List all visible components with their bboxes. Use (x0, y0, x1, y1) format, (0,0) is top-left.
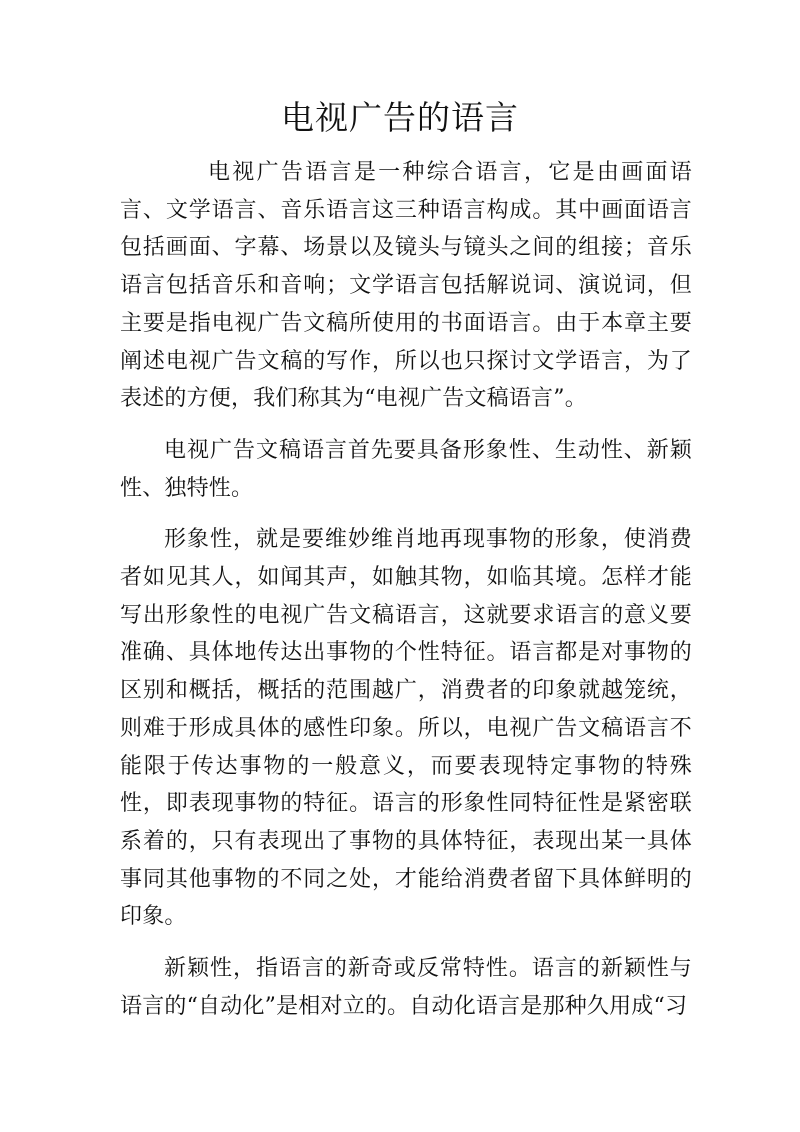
document-body (120, 154, 692, 1039)
paragraph-requirements: 电视广告文稿语言首先要具备形象性、生动性、新颖性、独特性。 (120, 437, 692, 501)
paragraph-imagery: 形象性，就是要维妙维肖地再现事物的形象，使消费者如见其人，如闻其声，如触其物，如临其境。怎样才能写出形象性的电视广告文稿语言，这就要求语言的意义要准确、具体地传达出事物的个性特征。语言都是对事物的区别和概括，概括的范围越广，消费者的印象就越笼统，则难于形成具体的感性印象。所以，电视广告文稿语言不能限于传达事物的一般意义，而要表现特定事物的特殊性，即表现事物的特征。语言的形象性同特征性是紧密联系着的，只有表现出了事物的具体特征，表现出某一具体事同其他事物的不同之处，才能给消费者留下具体鲜明的印象。 (120, 527, 692, 930)
paragraph-novelty: 新颖性，指语言的新奇或反常特性。语言的新颖性与语言的“自动化”是相对立的。自动化语言是那种久用成“习 (120, 956, 692, 1019)
paragraph-intro: 电视广告语言是一种综合语言，它是由画面语言、文学语言、音乐语言这三种语言构成。其中画面语言包括画面、字幕、场景以及镜头与镜头之间的组接；音乐语言包括音乐和音响；文学语言包括解说词、演说词，但主要是指电视广告文稿所使用的书面语言。由于本章主要阐述电视广告文稿的写作，所以也只探讨文学语言，为了表述的方便，我们称其为“电视广告文稿语言”。 (120, 160, 692, 412)
document-title: 电视广告的语言 (281, 98, 519, 137)
